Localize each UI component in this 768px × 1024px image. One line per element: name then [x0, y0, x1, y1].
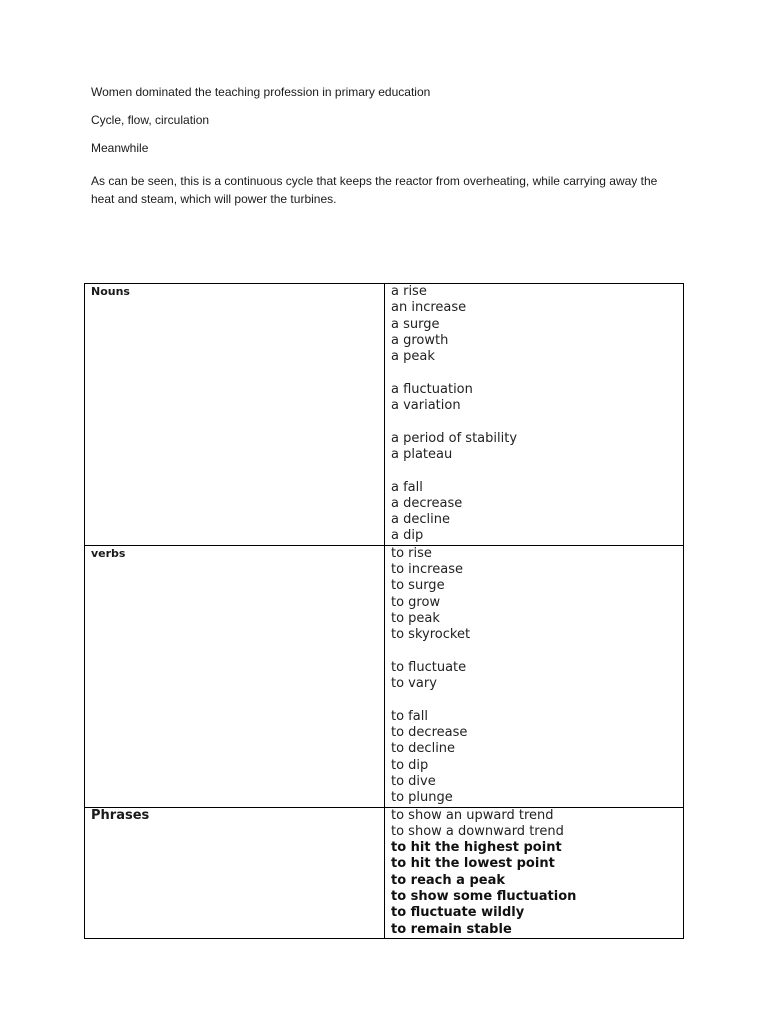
- list-item: a fall: [391, 479, 423, 495]
- list-item: to dip: [391, 757, 429, 773]
- paragraph-1: Women dominated the teaching profession in primary education: [91, 85, 431, 99]
- list-item: to rise: [391, 545, 432, 561]
- list-item: a rise: [391, 284, 427, 299]
- list-item: to hit the lowest point: [391, 856, 555, 872]
- list-item: an increase: [391, 300, 467, 316]
- table-row-verbs: [85, 545, 684, 807]
- list-item: to dive: [391, 773, 436, 789]
- list-item: to show some fluctuation: [391, 888, 577, 904]
- list-item: a dip: [391, 528, 424, 544]
- list-item: a decline: [391, 512, 450, 528]
- list-item: a peak: [391, 349, 435, 365]
- list-item: to vary: [391, 676, 437, 692]
- list-item: to decline: [391, 741, 456, 757]
- list-item: to skyrocket: [391, 627, 471, 643]
- list-item: to fluctuate wildly: [391, 905, 525, 921]
- group-spacer: [391, 463, 677, 479]
- table-row-nouns: [85, 284, 684, 546]
- list-item: to reach a peak: [391, 872, 505, 888]
- list-item: a period of stability: [391, 430, 518, 446]
- paragraph-3: Meanwhile: [91, 141, 149, 155]
- vocabulary-table: [84, 283, 684, 939]
- list-item: to decrease: [391, 725, 468, 741]
- list-item: to surge: [391, 578, 445, 594]
- row-label-phrases: Phrases: [85, 807, 385, 938]
- list-item: to fall: [391, 708, 428, 724]
- row-label-verbs: verbs: [85, 545, 385, 807]
- list-item: to show an upward trend: [391, 807, 554, 823]
- group-spacer: [391, 365, 677, 381]
- paragraph-4: As can be seen, this is a continuous cycle that keeps the reactor from overheating, while carrying away the heat and steam, which will power the turbines.: [91, 174, 658, 206]
- list-item: a variation: [391, 398, 461, 414]
- list-item: a surge: [391, 316, 440, 332]
- table-row-phrases: [85, 807, 684, 938]
- group-spacer: [391, 414, 677, 430]
- list-item: a growth: [391, 332, 449, 348]
- group-spacer: [391, 692, 677, 708]
- list-item: to increase: [391, 562, 463, 578]
- list-item: to remain stable: [391, 921, 512, 937]
- row-label-nouns: Nouns: [85, 284, 385, 546]
- row-items-verbs: [385, 545, 684, 807]
- list-item: a decrease: [391, 495, 463, 511]
- row-items-phrases: [385, 807, 684, 938]
- list-item: to fluctuate: [391, 659, 467, 675]
- list-item: to hit the highest point: [391, 840, 562, 856]
- list-item: to show a downward trend: [391, 823, 564, 839]
- list-item: to plunge: [391, 790, 453, 806]
- list-item: to grow: [391, 594, 441, 610]
- group-spacer: [391, 644, 677, 660]
- list-item: to peak: [391, 610, 440, 626]
- row-items-nouns: [385, 284, 684, 546]
- list-item: a fluctuation: [391, 381, 473, 397]
- paragraph-2: Cycle, flow, circulation: [91, 113, 210, 127]
- list-item: a plateau: [391, 446, 453, 462]
